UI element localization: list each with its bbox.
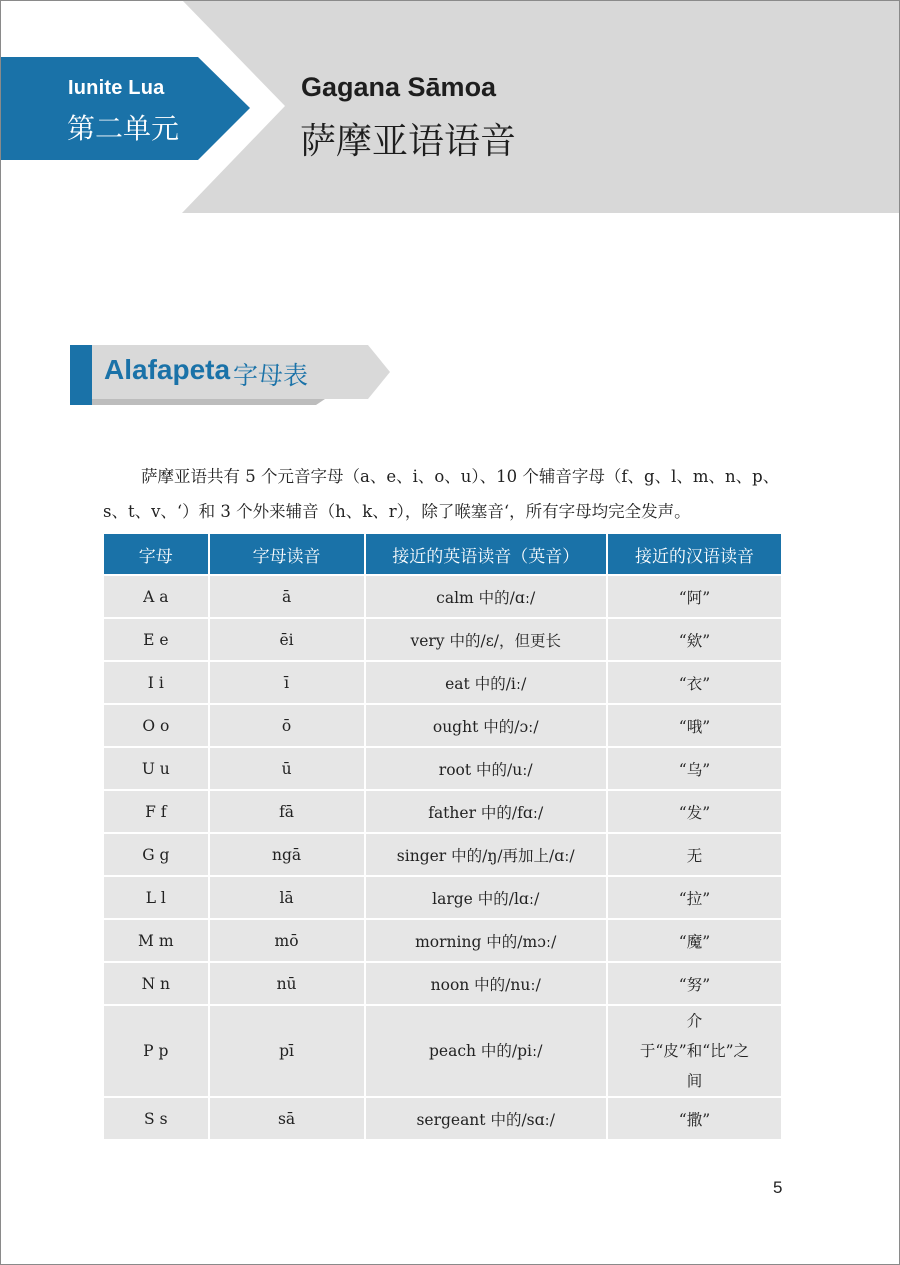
letter-cell: G g [104, 834, 208, 875]
table-row [104, 834, 781, 875]
chinese-sound-cell: “阿” [608, 576, 781, 617]
letter-name-cell: mō [210, 920, 364, 961]
table-row [104, 1006, 781, 1096]
letter-name-cell: ēi [210, 619, 364, 660]
letter-cell: S s [104, 1098, 208, 1139]
table-row [104, 791, 781, 832]
header-english-sound: 接近的英语读音（英音） [366, 534, 606, 574]
chinese-sound-cell: “努” [608, 963, 781, 1004]
unit-label-en: Iunite Lua [68, 77, 165, 99]
letter-name-cell: pī [210, 1006, 364, 1096]
letter-name-cell: nū [210, 963, 364, 1004]
english-sound-cell: eat 中的/iː/ [366, 662, 606, 703]
letter-name-cell: ā [210, 576, 364, 617]
table-row [104, 963, 781, 1004]
header-letter: 字母 [104, 534, 208, 574]
table-header-row [104, 534, 781, 574]
letter-name-cell: ngā [210, 834, 364, 875]
letter-cell: U u [104, 748, 208, 789]
letter-cell: I i [104, 662, 208, 703]
english-sound-cell: root 中的/uː/ [366, 748, 606, 789]
english-sound-cell: sergeant 中的/sɑː/ [366, 1098, 606, 1139]
chinese-sound-cell: “魔” [608, 920, 781, 961]
intro-paragraph: 萨摩亚语共有 5 个元音字母（a、e、i、o、u）、10 个辅音字母（f、g、l、m、n、p、s、t、v、‘）和 3 个外来辅音（h、k、r），除了喉塞音‘，所有字母均完全发声。 [103, 467, 780, 521]
english-sound-cell: calm 中的/ɑː/ [366, 576, 606, 617]
table-row [104, 705, 781, 746]
table-row [104, 877, 781, 918]
chinese-sound-cell: 介于“皮”和“比”之间 [608, 1006, 781, 1096]
letter-cell: A a [104, 576, 208, 617]
chinese-sound-cell: “发” [608, 791, 781, 832]
letter-name-cell: sā [210, 1098, 364, 1139]
table-row [104, 920, 781, 961]
page-number: 5 [773, 1178, 783, 1197]
english-sound-cell: peach 中的/piː/ [366, 1006, 606, 1096]
letter-name-cell: fā [210, 791, 364, 832]
english-sound-cell: very 中的/ɛ/，但更长 [366, 619, 606, 660]
letter-cell: M m [104, 920, 208, 961]
english-sound-cell: singer 中的/ŋ/再加上/ɑː/ [366, 834, 606, 875]
letter-name-cell: ī [210, 662, 364, 703]
chinese-sound-cell: “乌” [608, 748, 781, 789]
letter-name-cell: ō [210, 705, 364, 746]
english-sound-cell: large 中的/lɑː/ [366, 877, 606, 918]
english-sound-cell: morning 中的/mɔː/ [366, 920, 606, 961]
table-row [104, 662, 781, 703]
table-row [104, 1098, 781, 1139]
letter-name-cell: ū [210, 748, 364, 789]
page-title-en: Gagana Sāmoa [301, 72, 497, 102]
table-row [104, 748, 781, 789]
chinese-sound-cell: 无 [608, 834, 781, 875]
chinese-sound-cell: “衣” [608, 662, 781, 703]
letter-cell: N n [104, 963, 208, 1004]
letter-cell: E e [104, 619, 208, 660]
chinese-sound-cell: “拉” [608, 877, 781, 918]
table-row [104, 619, 781, 660]
chinese-sound-cell: “撒” [608, 1098, 781, 1139]
english-sound-cell: ought 中的/ɔː/ [366, 705, 606, 746]
chinese-sound-cell: “欸” [608, 619, 781, 660]
letter-cell: O o [104, 705, 208, 746]
english-sound-cell: father 中的/fɑː/ [366, 791, 606, 832]
letter-cell: F f [104, 791, 208, 832]
letter-cell: P p [104, 1006, 208, 1096]
chinese-sound-cell: “哦” [608, 705, 781, 746]
section-heading-zh: 字母表 [233, 361, 309, 390]
alphabet-table [102, 532, 783, 1141]
section-heading-en: Alafapeta [104, 354, 231, 385]
letter-cell: L l [104, 877, 208, 918]
table-row [104, 576, 781, 617]
page-title-zh: 萨摩亚语语音 [300, 121, 517, 162]
letter-name-cell: lā [210, 877, 364, 918]
header-chinese-sound: 接近的汉语读音 [608, 534, 781, 574]
header-letter-name: 字母读音 [210, 534, 364, 574]
unit-label-zh: 第二单元 [67, 112, 180, 145]
english-sound-cell: noon 中的/nuː/ [366, 963, 606, 1004]
